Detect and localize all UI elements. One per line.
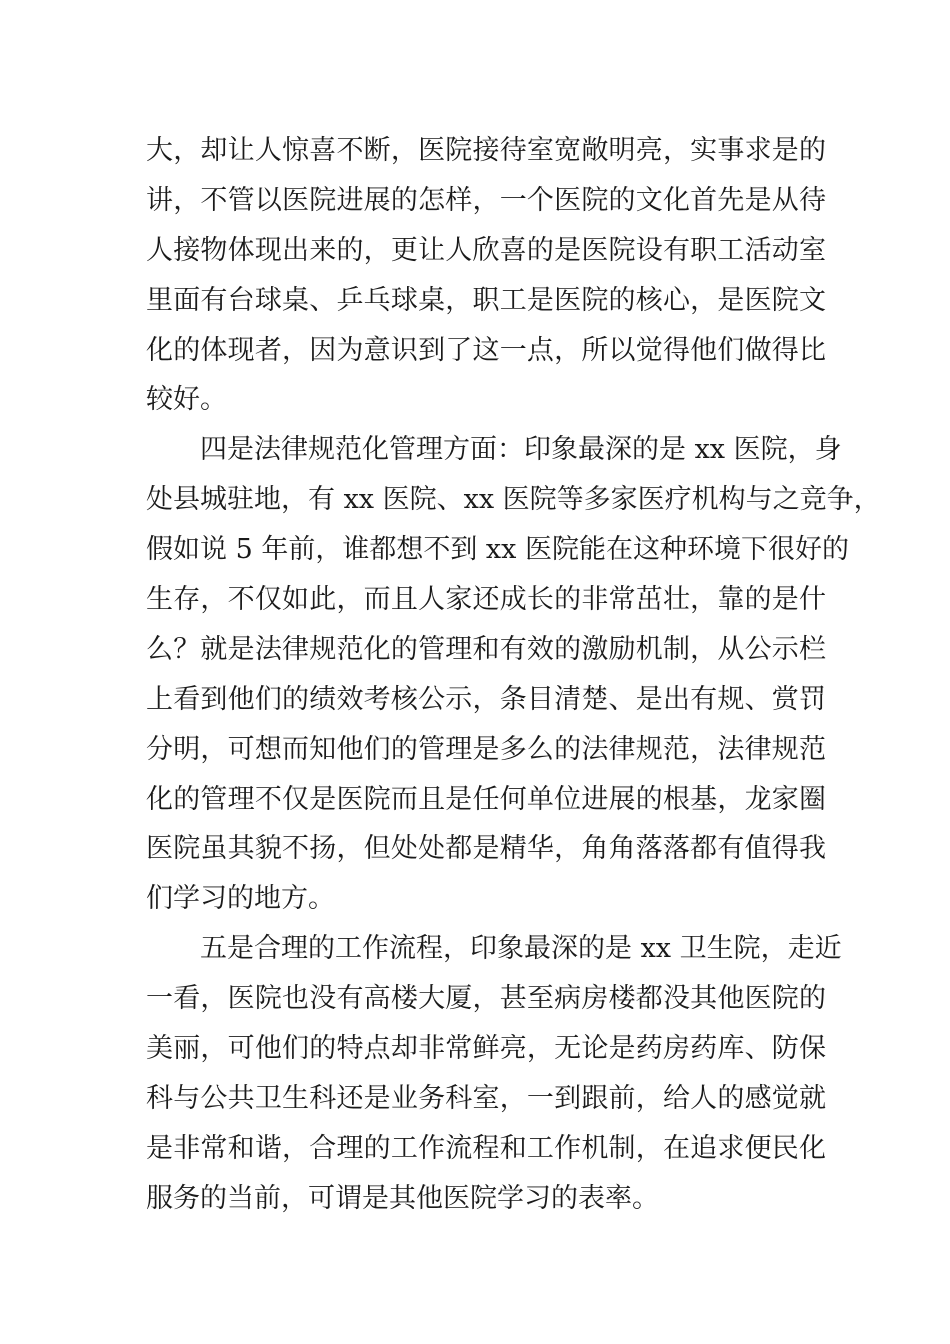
- text-line: 一看，医院也没有高楼大厦，甚至病房楼都没其他医院的: [146, 983, 826, 1015]
- text-line: 大，却让人惊喜不断，医院接待室宽敞明亮，实事求是的: [146, 135, 826, 166]
- text-line: 生存，不仅如此，而且人家还成长的非常茁壮，靠的是什: [146, 584, 826, 616]
- text-line: 假如说 5 年前，谁都想不到 xx 医院能在这种环境下很好的: [146, 534, 849, 566]
- text-line: 人接物体现出来的，更让人欣喜的是医院设有职工活动室: [146, 234, 826, 266]
- text-line: 美丽，可他们的特点却非常鲜亮，无论是药房药库、防保: [146, 1033, 826, 1065]
- text-line: 讲，不管以医院进展的怎样，一个医院的文化首先是从待: [146, 184, 826, 216]
- paragraph-start-line: 四是法律规范化管理方面：印象最深的是 xx 医院，身: [200, 434, 842, 466]
- text-line: 科与公共卫生科还是业务科室，一到跟前，给人的感觉就: [146, 1082, 826, 1114]
- text-line: 分明，可想而知他们的管理是多么的法律规范，法律规范: [146, 733, 826, 765]
- text-line: 是非常和谐，合理的工作流程和工作机制，在追求便民化: [146, 1132, 826, 1164]
- text-line: 上看到他们的绩效考核公示，条目清楚、是出有规、赏罚: [146, 683, 826, 715]
- text-line: 较好。: [146, 384, 227, 416]
- text-line: 们学习的地方。: [146, 883, 335, 915]
- paragraph-start-line: 五是合理的工作流程，印象最深的是 xx 卫生院，走近: [200, 933, 842, 965]
- text-line: 化的管理不仅是医院而且是任何单位进展的根基，龙家圈: [146, 783, 826, 815]
- text-line: 处县城驻地，有 xx 医院、xx 医院等多家医疗机构与之竞争，: [146, 484, 881, 516]
- text-line: 医院虽其貌不扬，但处处都是精华，角角落落都有值得我: [146, 833, 826, 865]
- body-text: [146, 126, 881, 1224]
- text-line: 么？就是法律规范化的管理和有效的激励机制，从公示栏: [146, 633, 826, 665]
- text-line: 里面有台球桌、乒乓球桌，职工是医院的核心，是医院文: [146, 284, 826, 316]
- text-line: 服务的当前，可谓是其他医院学习的表率。: [146, 1182, 659, 1214]
- text-line: 化的体现者，因为意识到了这一点，所以觉得他们做得比: [146, 334, 826, 366]
